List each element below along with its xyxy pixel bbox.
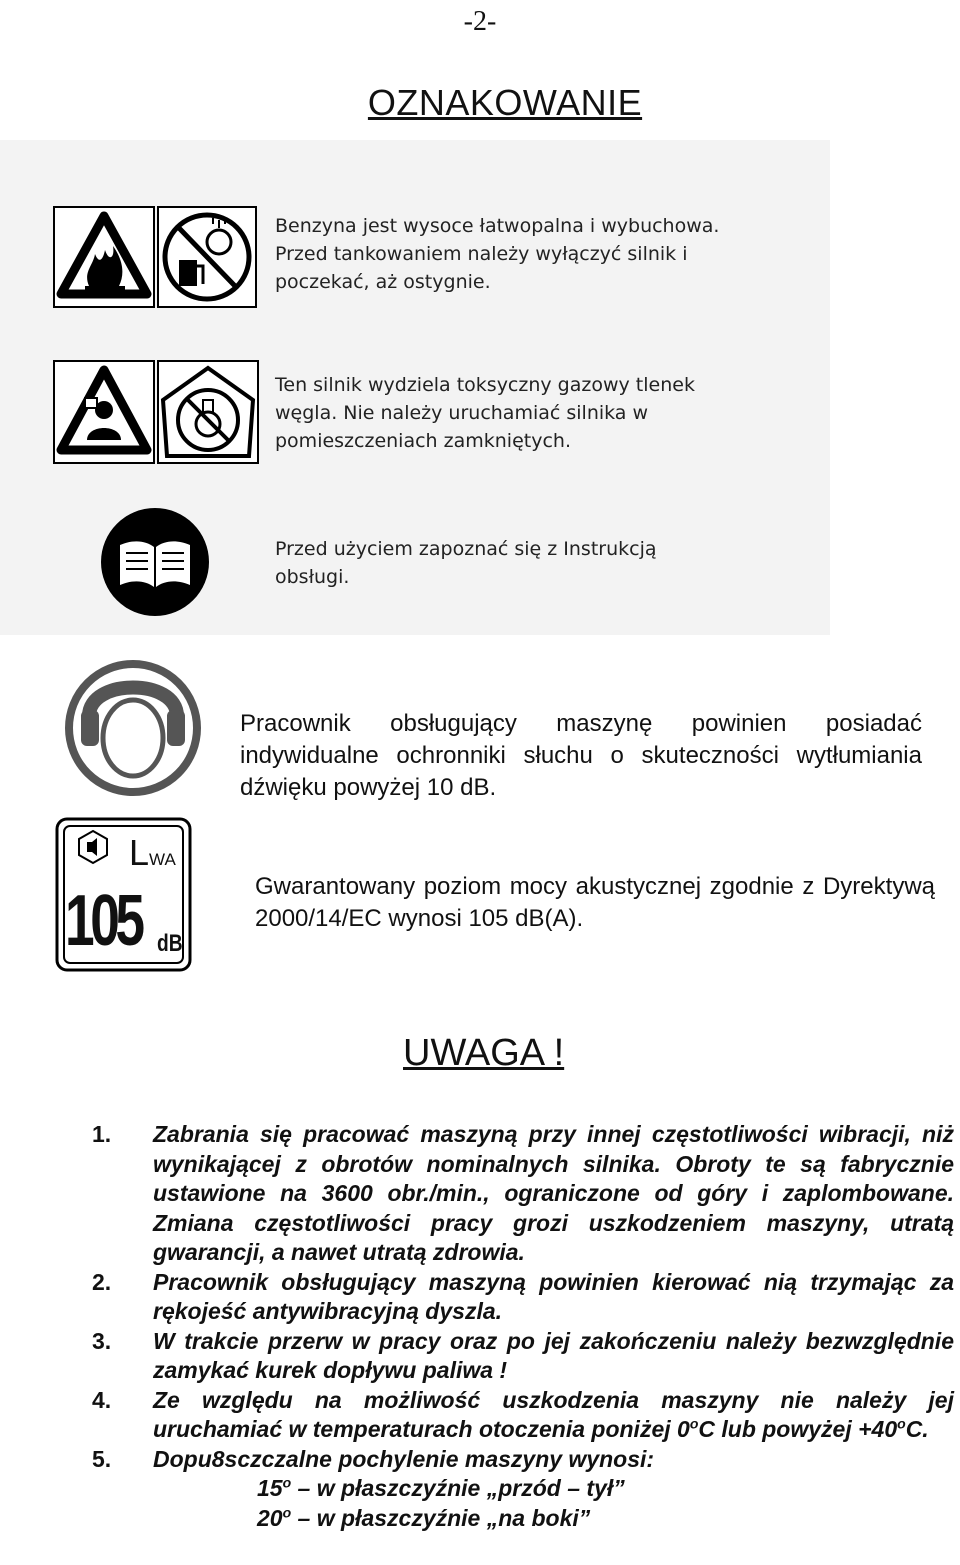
label-manual-text: Przed użyciem zapoznać się z Instrukcją obsługi. — [275, 538, 657, 588]
noise-level-text: Gwarantowany poziom mocy akustycznej zgodnie z Dyrektywą 2000/14/EC wynosi 105 dB(A). — [255, 873, 935, 932]
label-co-text: Ten silnik wydziela toksyczny gazowy tlenek węgla. Nie należy uruchamiać silnika w pomieszczeniach zamkniętych. — [275, 374, 695, 452]
hearing-protection-text: Pracownik obsługujący maszynę powinien posiadać indywidualne ochronniki słuchu o skuteczności wytłumiania dźwięku powyżej 10 dB. — [240, 710, 922, 801]
noise-label: LWA — [129, 832, 176, 873]
toxic-gas-warning-icon — [53, 360, 155, 464]
noise-unit: dB — [157, 930, 183, 957]
warning-item: 3. W trakcie przerw w pracy oraz po jej zakończeniu należy bezwzględnie zamykać kurek dopływu paliwa ! — [92, 1327, 954, 1383]
tilt-sides: 20$^o$ – w płaszczyźnie „na boki” — [257, 1503, 591, 1531]
warning-heading: UWAGA ! — [403, 1032, 565, 1074]
warning-item: 1. Zabrania się pracować maszyną przy innej częstotliwości wibracji, niż wynikającej z obrotów nominalnych silnika. Obroty te są fabrycznie ustawione na 3600 obr./min., ograniczone od góry i zaplombowane. Zmiana częstotliwości pracy grozi uszkodzeniem maszyny, utratą gwarancji, a nawet utratą zdrowia. — [92, 1121, 954, 1265]
warning-list — [92, 1120, 954, 1533]
warning-item: 2. Pracownik obsługujący maszyną powinien kierować nią trzymając za rękojeść antywibracyjną dyszla. — [92, 1268, 954, 1324]
warning-item: 5. Dopu8sczczalne pochylenie maszyny wynosi: — [92, 1445, 655, 1472]
noise-value: 105 — [65, 881, 141, 961]
page-number: -2- — [463, 6, 497, 37]
page-title: OZNAKOWANIE — [367, 82, 643, 123]
read-manual-icon — [100, 507, 210, 617]
warning-item: 4. Ze względu na możliwość uszkodzenia maszyny nie należy jej uruchamiać w temperaturach otoczenia poniżej 0$^o$C lub powyżej $+40^oC$. — [92, 1386, 954, 1442]
noise-level-badge — [55, 817, 192, 972]
no-indoor-use-icon — [157, 360, 259, 464]
hearing-protection-icon — [65, 660, 201, 796]
label-fuel-text: Benzyna jest wysoce łatwopalna i wybuchowa. Przed tankowaniem należy wyłączyć silnik i poczekać, aż ostygnie. — [275, 215, 720, 293]
no-smoking-refuel-icon — [157, 206, 257, 308]
flammable-warning-icon — [53, 206, 155, 308]
tilt-front-back: 15$^o$ – w płaszczyźnie „przód – tył” — [257, 1474, 625, 1501]
